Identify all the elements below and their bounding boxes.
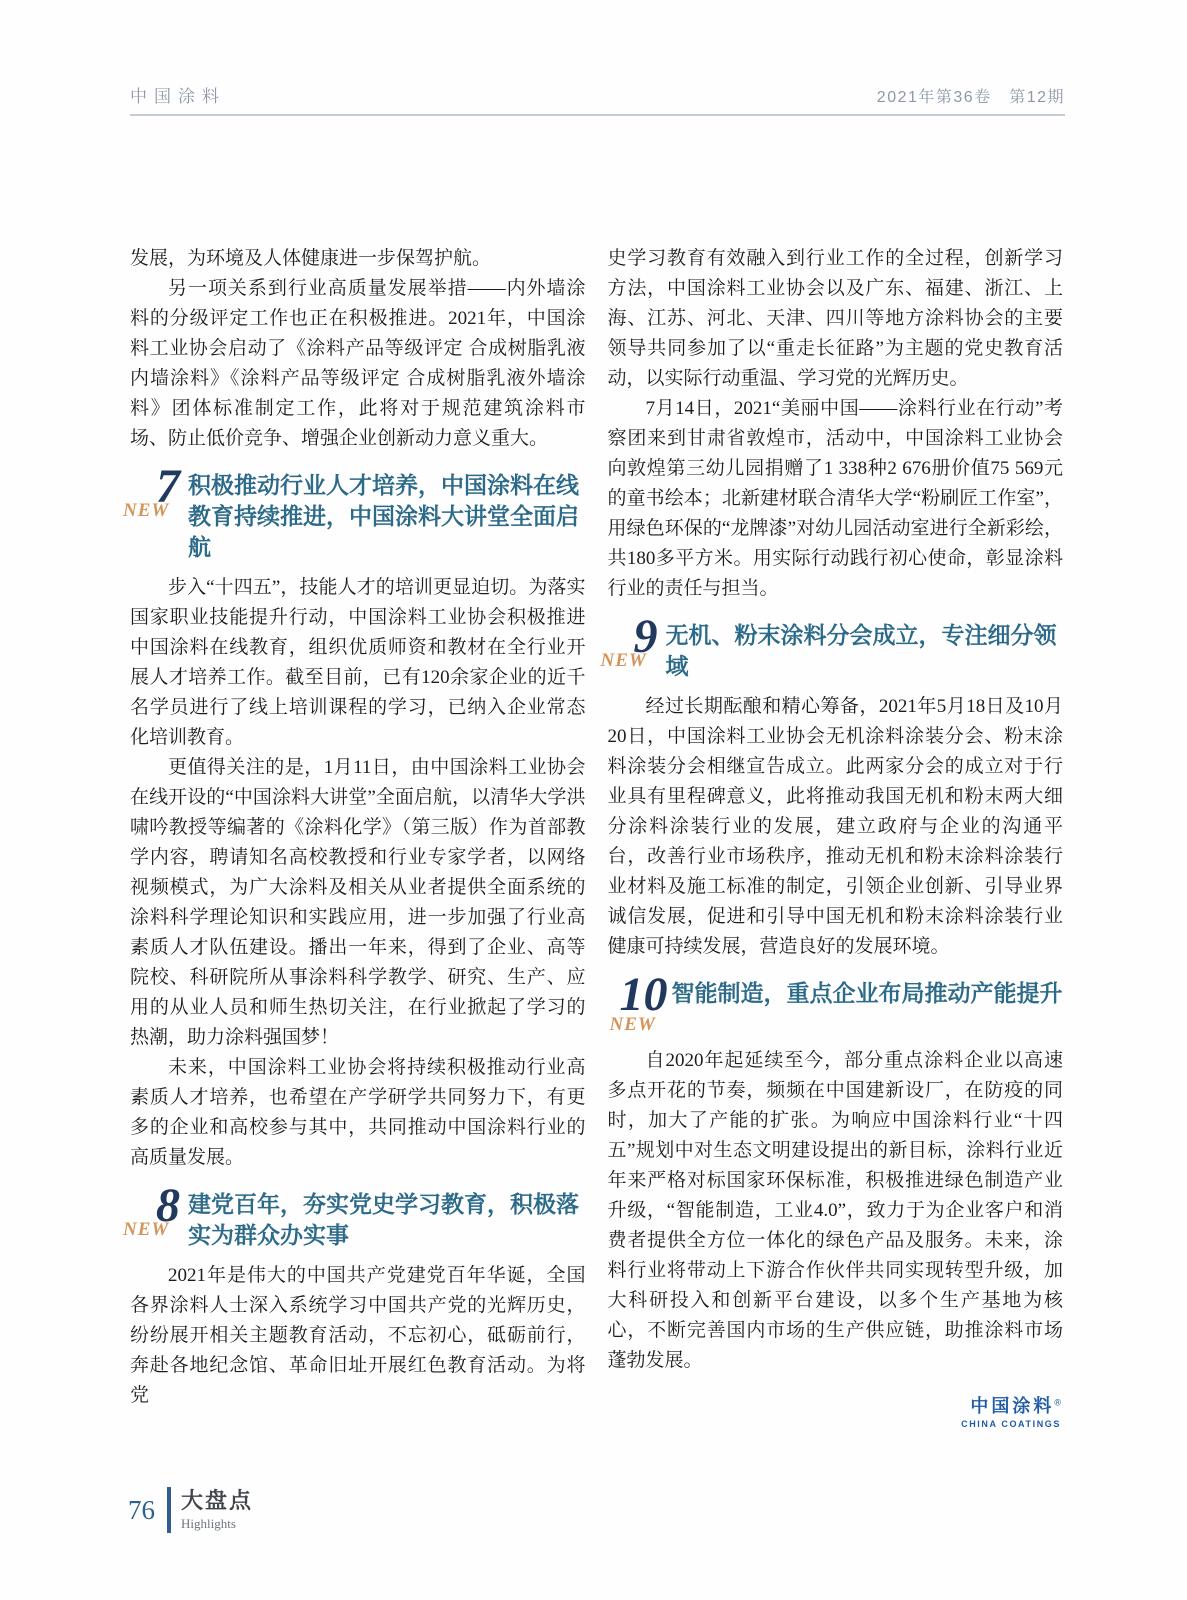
paragraph: 未来，中国涂料工业协会将持续积极推动行业高素质人才培养，也希望在产学研学共同努力下，有更多的企业和高校参与其中，共同推动中国涂料行业的高质量发展。 bbox=[130, 1057, 586, 1168]
section-number-block bbox=[600, 610, 666, 678]
paragraph: 步入“十四五”，技能人才的培训更显迫切。为落实国家职业技能提升行动，中国涂料工业协会积极推进中国涂料在线教育，组织优质师资和教材在全行业开展人才培养工作。截至目前，已有120余家企业的近千名学员进行了线上培训课程的学习，已纳入企业常态化培训教育。 bbox=[130, 577, 586, 748]
section-number: 9 bbox=[633, 610, 658, 663]
china-coatings-logo bbox=[608, 1392, 1064, 1429]
logo-text-cn: 中国涂料 bbox=[970, 1396, 1055, 1416]
section-number-block bbox=[123, 460, 188, 528]
page-number: 76 bbox=[128, 1494, 155, 1525]
section-title: 无机、粉末涂料分会成立，专注细分领域 bbox=[665, 622, 1057, 679]
section-number-block bbox=[608, 968, 672, 1036]
paragraph: 7月14日，2021“美丽中国——涂料行业在行动”考察团来到甘肃省敦煌市，活动中，中国涂料工业协会向敦煌第三幼儿园捐赠了1 338种2 676册价值75 569元的童书绘本；北新建材联合清华大学“粉刷匠工作室”，用绿色环保的“龙牌漆”对幼儿园活动室进行全新彩绘，共180多平方米。用实际行动践行初心使命，彰显涂料行业的责任与担当。 bbox=[607, 398, 1063, 599]
new-badge: NEW bbox=[123, 1219, 170, 1240]
section-number: 10 bbox=[619, 968, 668, 1021]
journal-title: 中国涂料 bbox=[130, 87, 226, 106]
logo-text-en: CHINA COATINGS bbox=[961, 1419, 1061, 1429]
footer-section bbox=[181, 1489, 253, 1532]
article-body bbox=[123, 244, 1063, 1429]
page-footer bbox=[128, 1487, 253, 1533]
paragraph: 史学习教育有效融入到行业工作的全过程，创新学习方法，中国涂料工业协会以及广东、福建、浙江、上海、江苏、河北、天津、四川等地方涂料协会的主要领导共同参加了以“重走长征路”为主题的党史教育活动，以实际行动重温、学习党的光辉历史。 bbox=[607, 248, 1063, 389]
section-heading-8 bbox=[123, 1179, 586, 1251]
section-title: 智能制造，重点企业布局推动产能提升 bbox=[671, 980, 1063, 1006]
section-heading-10 bbox=[608, 968, 1064, 1036]
issue-info: 2021年第36卷 第12期 bbox=[876, 89, 1065, 106]
new-badge: NEW bbox=[123, 500, 170, 521]
new-badge: NEW bbox=[609, 1014, 656, 1035]
section-title: 积极推动行业人才培养，中国涂料在线教育持续推进，中国涂料大讲堂全面启航 bbox=[188, 472, 579, 560]
section-title: 建党百年，夯实党史学习教育，积极落实为群众办实事 bbox=[188, 1191, 579, 1248]
footer-section-cn: 大盘点 bbox=[181, 1487, 254, 1513]
section-heading-9 bbox=[600, 610, 1064, 682]
footer-divider bbox=[167, 1487, 171, 1533]
paragraph: 2021年是伟大的中国共产党建党百年华诞，全国各界涂料人士深入系统学习中国共产党的光辉历史，纷纷展开相关主题教育活动，不忘初心，砥砺前行，奔赴各地纪念馆、革命旧址开展红色教育活动。为将党 bbox=[130, 1265, 586, 1406]
section-number-block bbox=[123, 1179, 188, 1247]
left-column bbox=[123, 244, 586, 1429]
registered-mark-icon: ® bbox=[1054, 1397, 1061, 1408]
section-heading-7 bbox=[123, 460, 586, 563]
section-number: 8 bbox=[156, 1179, 180, 1232]
right-column bbox=[600, 244, 1064, 1429]
paragraph: 发展，为环境及人体健康进一步保驾护航。 bbox=[130, 248, 492, 269]
section-number: 7 bbox=[156, 460, 180, 513]
page-header bbox=[130, 82, 1065, 116]
paragraph: 另一项关系到行业高质量发展举措——内外墙涂料的分级评定工作也正在积极推进。2021年，中国涂料工业协会启动了《涂料产品等级评定 合成树脂乳液内墙涂料》《涂料产品等级评定 合成树脂乳液外墙涂料》团体标准制定工作，此将对于规范建筑涂料市场、防止低价竞争、增强企业创新动力意义重大。 bbox=[130, 278, 586, 449]
new-badge: NEW bbox=[600, 650, 647, 671]
paragraph: 经过长期酝酿和精心筹备，2021年5月18日及10月20日，中国涂料工业协会无机涂料涂装分会、粉末涂料涂装分会相继宣告成立。此两家分会的成立对于行业具有里程碑意义，此将推动我国无机和粉末两大细分涂料涂装行业的发展，建立政府与企业的沟通平台，改善行业市场秩序，推动无机和粉末涂料涂装行业材料及施工标准的制定，引领企业创新、引导业界诚信发展，促进和引导中国无机和粉末涂料涂装行业健康可持续发展，营造良好的发展环境。 bbox=[607, 696, 1063, 957]
paragraph: 自2020年起延续至今，部分重点涂料企业以高速多点开花的节奏，频频在中国建新设厂，在防疫的同时，加大了产能的扩张。为响应中国涂料行业“十四五”规划中对生态文明建设提出的新目标，涂料行业近年来严格对标国家环保标准，积极推进绿色制造产业升级，“智能制造，工业4.0”，致力于为企业客户和消费者提供全方位一体化的绿色产品及服务。未来，涂料行业将带动上下游合作伙伴共同实现转型升级，加大科研投入和创新平台建设，以多个生产基地为核心，不断完善国内市场的生产供应链，助推涂料市场蓬勃发展。 bbox=[607, 1050, 1063, 1371]
footer-section-en: Highlights bbox=[181, 1515, 236, 1531]
paragraph: 更值得关注的是，1月11日，由中国涂料工业协会在线开设的“中国涂料大讲堂”全面启航，以清华大学洪啸吟教授等编著的《涂料化学》（第三版）作为首部教学内容，聘请知名高校教授和行业专家学者，以网络视频模式，为广大涂料及相关从业者提供全面系统的涂料科学理论知识和实践应用，进一步加强了行业高素质人才队伍建设。播出一年来，得到了企业、高等院校、科研院所从事涂料科学教学、研究、生产、应用的从业人员和师生热切关注，在行业掀起了学习的热潮，助力涂料强国梦！ bbox=[130, 757, 586, 1048]
